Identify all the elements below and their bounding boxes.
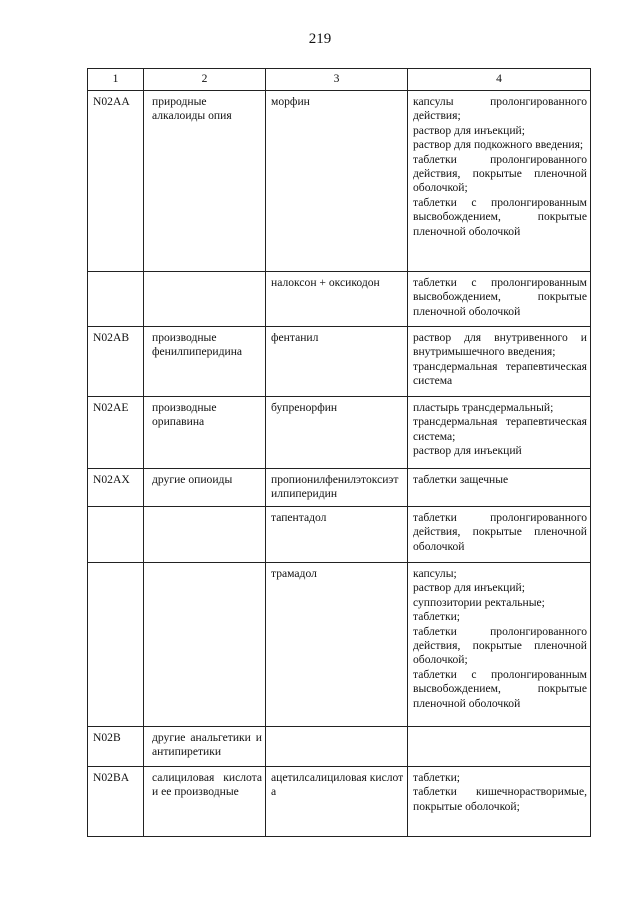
table-row <box>88 469 591 507</box>
group-name-cell: производные фенилпиперидина <box>144 327 266 397</box>
column-header: 1 <box>88 69 144 91</box>
dosage-forms-cell <box>408 469 591 507</box>
group-name-cell <box>144 563 266 727</box>
dosage-form: таблетки с пролонгированным высвобождением, покрытые пленочной оболочкой <box>413 195 587 238</box>
column-header: 4 <box>408 69 591 91</box>
group-name-cell: салициловая кислота и ее производные <box>144 767 266 837</box>
column-header: 2 <box>144 69 266 91</box>
dosage-form: таблетки с пролонгированным высвобождением, покрытые пленочной оболочкой <box>413 276 587 318</box>
drug-name-cell: налоксон + оксикодон <box>266 272 408 327</box>
column-header: 3 <box>266 69 408 91</box>
drug-name-cell: тапентадол <box>266 507 408 563</box>
atc-code-cell: N02B <box>88 727 144 767</box>
drug-table <box>87 68 591 837</box>
dosage-form: раствор для инъекций; <box>413 581 525 595</box>
table-row <box>88 327 591 397</box>
dosage-forms-cell <box>408 327 591 397</box>
atc-code-cell <box>88 563 144 727</box>
drug-name-cell <box>266 727 408 767</box>
dosage-forms-cell <box>408 397 591 469</box>
dosage-form: раствор для подкожного введения; <box>413 138 584 152</box>
dosage-form: таблетки; <box>413 610 461 624</box>
dosage-forms-cell <box>408 727 591 767</box>
table-row <box>88 91 591 272</box>
group-name-cell: другие анальгетики и антипиретики <box>144 727 266 767</box>
dosage-forms-cell <box>408 272 591 327</box>
drug-name-cell: морфин <box>266 91 408 272</box>
group-name-cell <box>144 272 266 327</box>
atc-code-cell <box>88 507 144 563</box>
atc-code-cell: N02AB <box>88 327 144 397</box>
atc-code-cell <box>88 272 144 327</box>
table-header-row <box>88 69 591 91</box>
dosage-form: таблетки кишечнорастворимые, покрытые оболочкой; <box>413 785 587 813</box>
group-name-cell: производные орипавина <box>144 397 266 469</box>
dosage-form: раствор для инъекций <box>413 444 522 458</box>
group-name-cell: природные алкалоиды опия <box>144 91 266 272</box>
dosage-form: капсулы пролонгированного действия; <box>413 95 587 123</box>
table-row <box>88 397 591 469</box>
group-name-cell <box>144 507 266 563</box>
dosage-form: трансдермальная терапевтическая система <box>413 359 587 388</box>
dosage-form: раствор для внутривенного и внутримышечного введения; <box>413 331 587 359</box>
atc-code-cell: N02BA <box>88 767 144 837</box>
dosage-form: таблетки; <box>413 771 461 784</box>
table-body <box>88 91 591 837</box>
dosage-form: таблетки пролонгированного действия, покрытые пленочной оболочкой; <box>413 624 587 667</box>
table-row <box>88 767 591 837</box>
dosage-form: раствор для инъекций; <box>413 123 525 137</box>
group-name-cell: другие опиоиды <box>144 469 266 507</box>
dosage-form: пластырь трансдермальный; <box>413 401 554 414</box>
page-number: 219 <box>308 31 332 47</box>
dosage-form: капсулы; <box>413 567 457 580</box>
table-row <box>88 563 591 727</box>
dosage-forms-cell <box>408 767 591 837</box>
drug-name-cell: ацетилсалициловая кислота <box>266 767 408 837</box>
drug-name-cell: фентанил <box>266 327 408 397</box>
table-row <box>88 507 591 563</box>
dosage-form: трансдермальная терапевтическая система; <box>413 415 587 443</box>
dosage-forms-cell <box>408 91 591 272</box>
atc-code-cell: N02AX <box>88 469 144 507</box>
dosage-form: таблетки защечные <box>413 473 509 486</box>
table-row <box>88 727 591 767</box>
dosage-form: суппозитории ректальные; <box>413 595 545 609</box>
atc-code-cell: N02AE <box>88 397 144 469</box>
drug-name-cell: пропионилфенилэтоксиэтилпиперидин <box>266 469 408 507</box>
dosage-forms-cell <box>408 507 591 563</box>
table-row <box>88 272 591 327</box>
drug-name-cell: трамадол <box>266 563 408 727</box>
dosage-forms-cell <box>408 563 591 727</box>
dosage-form: таблетки с пролонгированным высвобождением, покрытые пленочной оболочкой <box>413 667 587 710</box>
atc-code-cell: N02AA <box>88 91 144 272</box>
dosage-form: таблетки пролонгированного действия, покрытые пленочной оболочкой; <box>413 152 587 195</box>
drug-name-cell: бупренорфин <box>266 397 408 469</box>
dosage-form: таблетки пролонгированного действия, покрытые пленочной оболочкой <box>413 511 587 553</box>
